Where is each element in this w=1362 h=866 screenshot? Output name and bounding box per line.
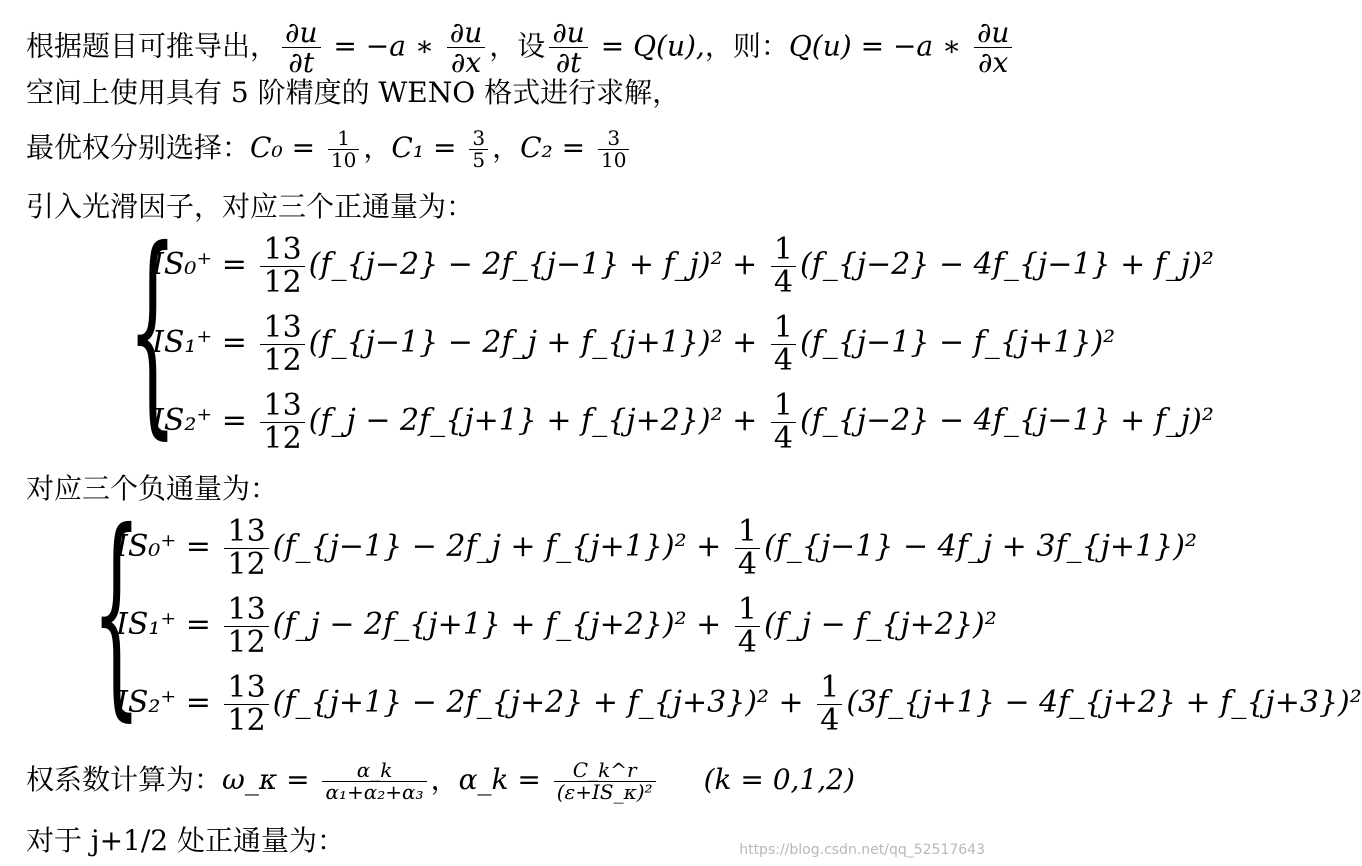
watermark: https://blog.csdn.net/qq_52517643 <box>739 842 985 858</box>
line-7: 对于 j+1/2 处正通量为： <box>26 824 346 857</box>
frac-c0: $\frac{1}{10}$ <box>328 128 359 171</box>
line-5: 对应三个负通量为： <box>26 472 279 505</box>
pos-row-0: IS₀⁺ = $\frac{13}{12}$ (f_{j−2} − 2f_{j−1} + f_j)² + $\frac{1}{4}$ (f_{j−2} − 4f_{j−1} + f_j)² <box>152 232 1214 300</box>
frac-13-12: $\frac{13}{12}$ <box>260 312 304 376</box>
pos-row-1: IS₁⁺ = $\frac{13}{12}$ (f_{j−1} − 2f_j + f_{j+1})² + $\frac{1}{4}$ (f_{j−1} − f_{j+1})² <box>152 310 1116 378</box>
eq3-lhs: Q(u) = −a ∗ <box>788 29 970 63</box>
text-weight-calc: 权系数计算为： <box>26 763 223 796</box>
frac-1-4: $\frac{1}{4}$ <box>771 390 796 454</box>
frac-13-12: $\frac{13}{12}$ <box>224 672 268 736</box>
frac-1-4: $\frac{1}{4}$ <box>817 672 842 736</box>
k-range: (k = 0,1,2) <box>703 763 855 796</box>
left-brace: { <box>128 202 177 458</box>
line-2: 空间上使用具有 5 阶精度的 WENO 格式进行求解， <box>26 76 681 109</box>
line-4: 引入光滑因子，对应三个正通量为： <box>26 190 475 223</box>
eq2-rhs: = Q(u), <box>591 29 705 63</box>
frac-13-12: $\frac{13}{12}$ <box>260 234 304 298</box>
frac-1-4: $\frac{1}{4}$ <box>771 312 796 376</box>
frac-c2: $\frac{3}{10}$ <box>598 128 629 171</box>
frac-1-4: $\frac{1}{4}$ <box>735 516 760 580</box>
c1-label: C₁ = <box>391 131 466 164</box>
frac-du-dx-2: $\frac{\partial u}{\partial x}$ <box>974 18 1013 78</box>
c0-label: C₀ = <box>250 131 324 164</box>
neg-row-2: IS₂⁺ = $\frac{13}{12}$ (f_{j+1} − 2f_{j+2} + f_{j+3})² + $\frac{1}{4}$ (3f_{j+1} − 4f_{j+2} + f_{j+3})² <box>116 670 1362 738</box>
frac-du-dt-2: $\frac{\partial u}{\partial t}$ <box>549 18 588 78</box>
pos-row-2: IS₂⁺ = $\frac{13}{12}$ (f_j − 2f_{j+1} + f_{j+2})² + $\frac{1}{4}$ (f_{j−2} − 4f_{j−1} + f_j)² <box>152 388 1214 456</box>
left-brace: { <box>92 484 141 740</box>
line-3: 最优权分别选择：C₀ = $\frac{1}{10}$ ，C₁ = $\frac{3}{5}$ ，C₂ = $\frac{3}{10}$ <box>26 128 633 171</box>
frac-13-12: $\frac{13}{12}$ <box>224 594 268 658</box>
text-then: ，则： <box>704 29 789 63</box>
text-derive: 根据题目可推导出， <box>26 29 279 63</box>
frac-1-4: $\frac{1}{4}$ <box>771 234 796 298</box>
c2-label: C₂ = <box>520 131 594 164</box>
negative-flux-system <box>92 484 1362 746</box>
frac-13-12: $\frac{13}{12}$ <box>224 516 268 580</box>
frac-1-4: $\frac{1}{4}$ <box>735 594 760 658</box>
text-optimal-weights: 最优权分别选择： <box>26 131 251 164</box>
frac-du-dt: $\frac{\partial u}{\partial t}$ <box>282 18 321 78</box>
line-6: 权系数计算为：ω_κ = $\frac{\alpha\_k}{\text{α₁+α₂+α₃}}$ ，α_k = $\frac{C\_k\^{}r}{\text{(ε+IS\_κ)²}}$ (k = 0,1,2) <box>26 758 855 804</box>
neg-row-0: IS₀⁺ = $\frac{13}{12}$ (f_{j−1} − 2f_j + f_{j+1})² + $\frac{1}{4}$ (f_{j−1} − 4f_j + 3f_{j+1})² <box>116 514 1197 582</box>
line-1 <box>26 18 1016 78</box>
alpha-label: α_k = <box>458 763 550 796</box>
frac-alpha: $\frac{C\_k\^{}r}{\text{(ε+IS\_κ)²}}$ <box>554 760 656 803</box>
neg-row-1: IS₁⁺ = $\frac{13}{12}$ (f_j − 2f_{j+1} + f_{j+2})² + $\frac{1}{4}$ (f_j − f_{j+2})² <box>116 592 997 660</box>
eq1-mid: = −a ∗ <box>324 29 443 63</box>
frac-c1: $\frac{3}{5}$ <box>469 128 488 171</box>
omega-label: ω_κ = <box>222 763 319 796</box>
positive-flux-system <box>128 202 1214 464</box>
frac-du-dx: $\frac{\partial u}{\partial x}$ <box>447 18 486 78</box>
text-set: ，设 <box>489 29 546 63</box>
frac-omega: $\frac{\alpha\_k}{\text{α₁+α₂+α₃}}$ <box>322 760 426 803</box>
frac-13-12: $\frac{13}{12}$ <box>260 390 304 454</box>
